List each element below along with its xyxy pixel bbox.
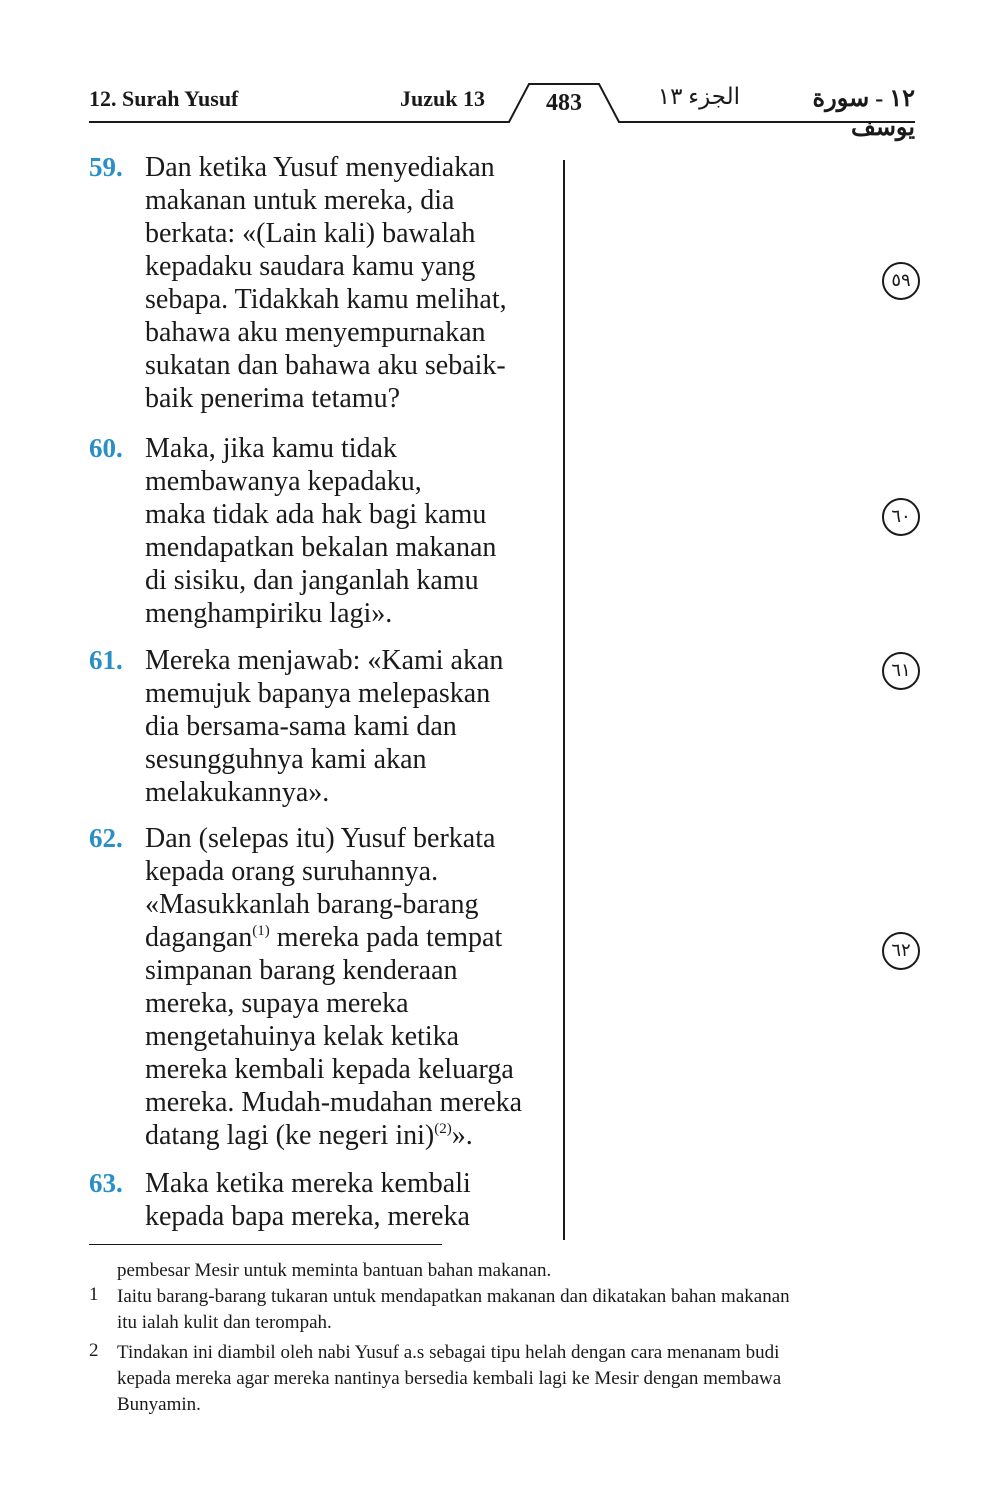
ayah-end-marker: ٥٩ <box>882 262 920 300</box>
verse-62 <box>89 822 554 1152</box>
verse-line <box>145 921 554 954</box>
verse-line: sesungguhnya kami akan <box>145 744 427 775</box>
verse-translation <box>145 644 554 809</box>
arabic-verse-62 <box>590 920 920 970</box>
header-surah-title-arabic: ١٢ - سورة يوسف <box>812 86 915 141</box>
ayah-end-marker: ٦٢ <box>882 932 920 970</box>
verse-line: berkata: «(Lain kali) bawalah <box>145 218 476 249</box>
verse-translation <box>145 822 554 1152</box>
verse-line: membawanya kepadaku, <box>145 466 422 497</box>
verse-line: Maka ketika mereka kembali <box>145 1168 471 1199</box>
verse-number: 61. <box>89 645 123 675</box>
verse-line: maka tidak ada hak bagi kamu <box>145 499 487 530</box>
verse-translation <box>145 1167 554 1233</box>
verse-line: dia bersama-sama kami dan <box>145 711 457 742</box>
verse-line: Dan (selepas itu) Yusuf berkata <box>145 823 496 854</box>
verse-translation <box>145 432 554 630</box>
header-juz-label: Juzuk 13 <box>400 86 485 111</box>
verse-line-text: mereka pada tempat <box>269 922 503 953</box>
verse-line <box>145 1119 554 1152</box>
verse-number: 62. <box>89 823 123 853</box>
verse-line: bahawa aku menyempurnakan <box>145 317 486 348</box>
ayah-end-marker: ٦٠ <box>882 498 920 536</box>
header-surah-title: 12. Surah Yusuf <box>89 86 239 111</box>
verse-line: mereka. Mudah-mudahan mereka <box>145 1087 523 1118</box>
verse-line: melakukannya». <box>145 777 330 808</box>
footnote-line: Bunyamin. <box>117 1394 201 1415</box>
ayah-end-marker: ٦١ <box>882 652 920 690</box>
verse-line: mereka, supaya mereka <box>145 988 409 1019</box>
verse-line: «Masukkanlah barang-barang <box>145 889 479 920</box>
verse-59 <box>89 151 554 415</box>
footnote-1 <box>117 1284 917 1336</box>
arabic-verse-61 <box>590 640 920 690</box>
footnote-ref-1: (1) <box>252 923 270 939</box>
verse-number: 59. <box>89 152 123 182</box>
verse-line: kepada bapa mereka, mereka <box>145 1201 470 1232</box>
verse-line: mengetahuinya kelak ketika <box>145 1021 460 1052</box>
footnote-rule <box>89 1244 442 1245</box>
arabic-verse-60 <box>590 486 920 536</box>
verse-61 <box>89 644 554 809</box>
page-number: 483 <box>546 90 582 116</box>
verse-60 <box>89 432 554 630</box>
verse-line: Mereka menjawab: «Kami akan <box>145 645 504 676</box>
footnote-ref-2: (2) <box>434 1121 452 1137</box>
verse-line: sukatan dan bahawa aku sebaik- <box>145 350 506 381</box>
verse-line: Maka, jika kamu tidak <box>145 433 397 464</box>
verse-number: 63. <box>89 1168 123 1198</box>
verse-line: menghampiriku lagi». <box>145 598 393 629</box>
arabic-verse-59 <box>590 250 920 300</box>
footnote-line: itu ialah kulit dan terompah. <box>117 1312 332 1333</box>
verse-line-text: dagangan <box>145 922 253 953</box>
verse-number: 60. <box>89 433 123 463</box>
verse-line-text: datang lagi (ke negeri ini) <box>145 1120 435 1151</box>
footnote-number: 2 <box>89 1340 99 1361</box>
footnote-line: Tindakan ini diambil oleh nabi Yusuf a.s sebagai tipu helah dengan cara menanam budi <box>117 1342 780 1363</box>
verse-line: baik penerima tetamu? <box>145 383 400 414</box>
footnote-number: 1 <box>89 1284 99 1305</box>
verse-line: kepada orang suruhannya. <box>145 856 439 887</box>
verse-line: simpanan barang kenderaan <box>145 955 458 986</box>
verse-line: memujuk bapanya melepaskan <box>145 678 491 709</box>
header-juz-label-arabic: الجزء ١٣ <box>657 84 740 109</box>
footnote-continuation: pembesar Mesir untuk meminta bantuan bahan makanan. <box>117 1260 552 1281</box>
verse-line: makanan untuk mereka, dia <box>145 185 455 216</box>
verse-line: di sisiku, dan janganlah kamu <box>145 565 479 596</box>
verse-line-text: ». <box>451 1120 473 1151</box>
verse-line: mendapatkan bekalan makanan <box>145 532 497 563</box>
footnote-line: Iaitu barang-barang tukaran untuk mendapatkan makanan dan dikatakan bahan makanan <box>117 1286 790 1307</box>
header-rule <box>0 0 1000 130</box>
verse-line: kepadaku saudara kamu yang <box>145 251 476 282</box>
verse-line: Dan ketika Yusuf menyediakan <box>145 152 495 183</box>
verse-line: mereka kembali kepada keluarga <box>145 1054 514 1085</box>
verse-line: sebapa. Tidakkah kamu melihat, <box>145 284 507 315</box>
verse-translation <box>145 151 554 415</box>
footnote-line: kepada mereka agar mereka nantinya bersedia kembali lagi ke Mesir dengan membawa <box>117 1368 782 1389</box>
footnote-2 <box>117 1340 917 1418</box>
column-divider <box>563 160 565 1240</box>
verse-63 <box>89 1167 554 1233</box>
